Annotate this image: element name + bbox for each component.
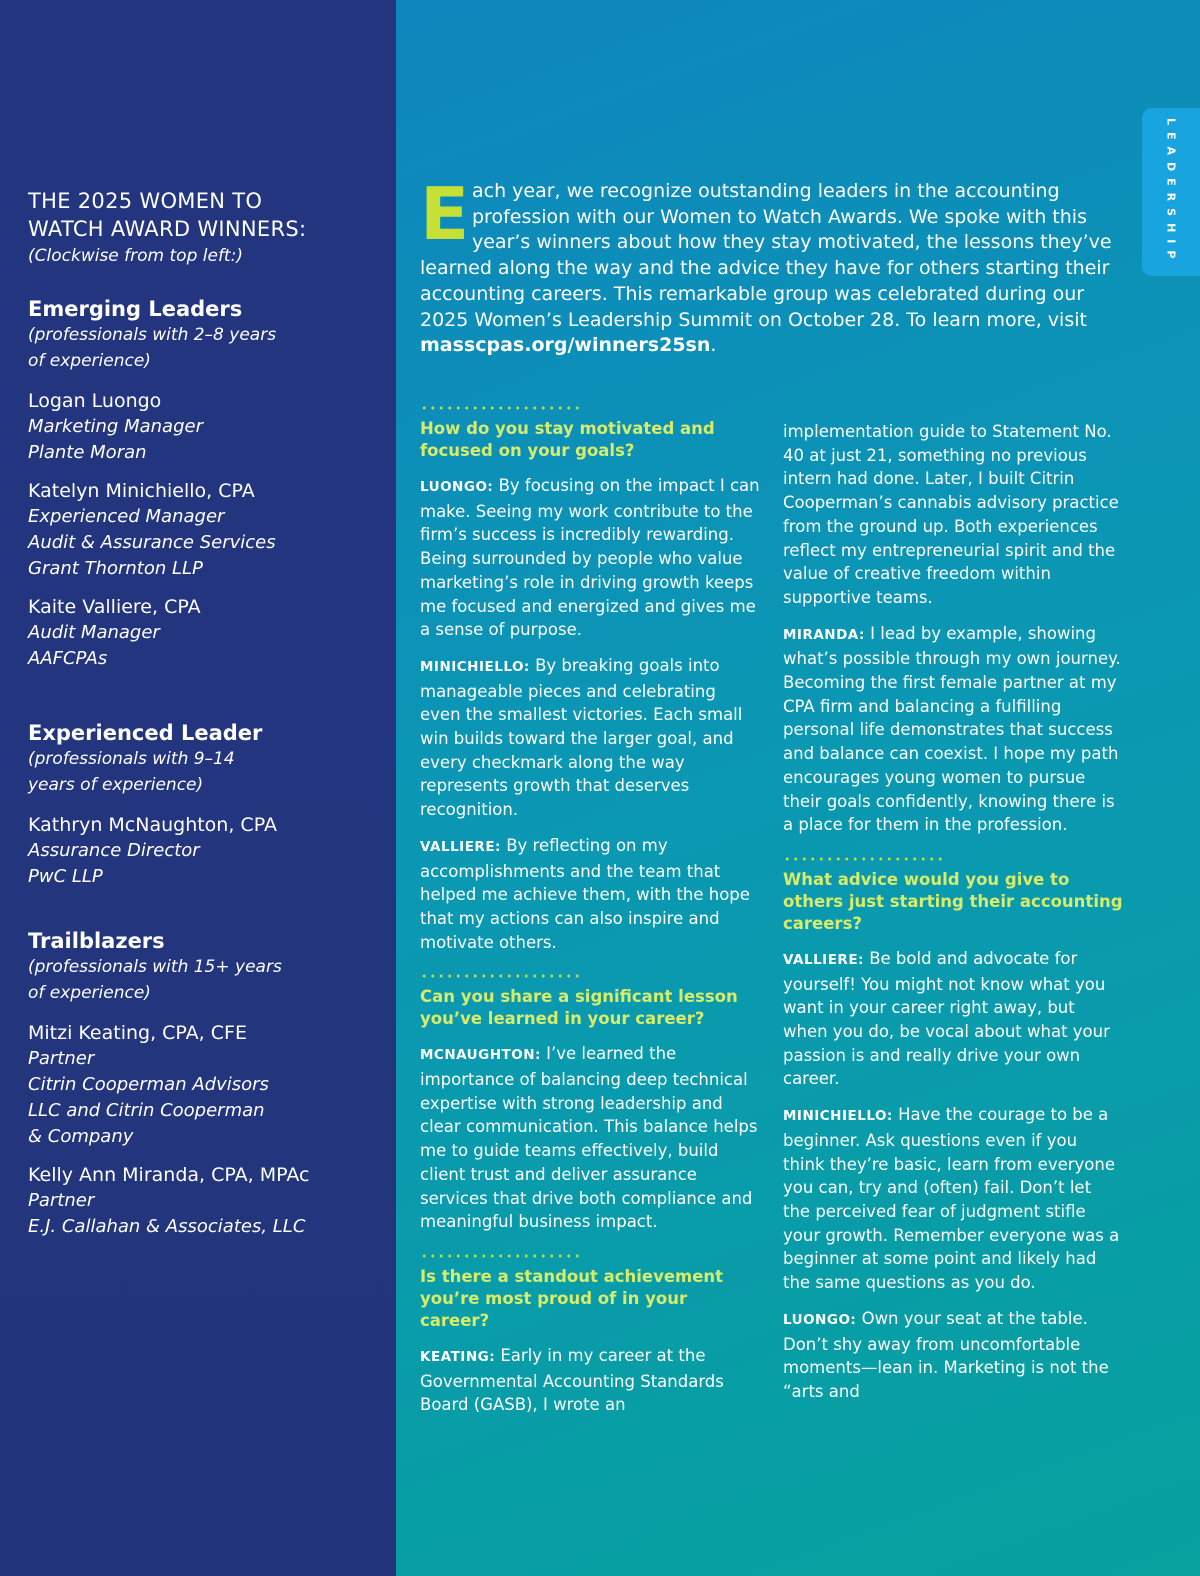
speaker-name: MIRANDA:	[783, 626, 865, 643]
speaker-name: MCNAUGHTON:	[420, 1047, 541, 1064]
winner-entry	[28, 478, 384, 582]
speaker-name: VALLIERE:	[420, 838, 501, 855]
dotted-divider	[420, 1254, 582, 1258]
speaker-name: LUONGO:	[420, 479, 494, 495]
category-name: Trailblazers	[28, 929, 165, 953]
winner-name: Kathryn McNaughton, CPA	[28, 814, 277, 836]
category-name: Emerging Leaders	[28, 297, 243, 321]
winner-entry	[28, 388, 384, 466]
category-trailblazers	[28, 928, 384, 1252]
winner-entry	[28, 594, 384, 672]
winner-detail: Audit Manager	[28, 622, 160, 643]
drop-cap: E	[420, 172, 470, 256]
intro-text: ach year, we recognize outstanding leaders in the accounting profession with our Women to Watch Awards. We spoke with this year’s winners about how they stay motivated, the lessons they’ve learned along the way and the advice they have for others starting their accounting careers. This remarkable group was celebrated during our 2025 Women’s Leadership Summit on October 28. To learn more, visit	[420, 180, 1112, 331]
answer-paragraph	[420, 654, 760, 822]
question-heading: Can you share a significant lesson you’ve learned in your career?	[420, 987, 738, 1029]
answer-text: Early in my career at the Governmental Accounting Standards Board (GASB), I wrote an	[420, 1345, 724, 1415]
winner-detail: AAFCPAs	[28, 648, 108, 669]
speaker-name: LUONGO:	[783, 1311, 857, 1328]
category-desc: years of experience)	[28, 775, 204, 795]
winner-detail: Plante Moran	[28, 442, 147, 463]
winners-link[interactable]: masscpas.org/winners25sn	[420, 334, 711, 357]
answer-paragraph: implementation guide to Statement No. 40 at just 21, something no previous intern had done. Later, I built Citrin Cooperman’s cannabis advisory practice from the ground up. Both experiences reflect my entrepreneurial spirit and the value of creative freedom within supportive teams.	[783, 422, 1119, 607]
answer-text: I lead by example, showing what’s possible through my own journey. Becoming the first female partner at my CPA firm and balancing a fulfilling personal life demonstrates that success and balance can coexist. I hope my path encourages young women to pursue their goals confidently, knowing there is a place for them in the profession.	[783, 623, 1121, 835]
answer-text: By focusing on the impact I can make. Seeing my work contribute to the firm’s success is incredibly rewarding. Being surrounded by people who value marketing’s role in driving growth keeps me focused and energized and gives me a sense of purpose.	[420, 476, 760, 640]
winners-title-line1: THE 2025 WOMEN TO	[28, 189, 263, 213]
category-desc: (professionals with 15+ years	[28, 957, 282, 977]
answer-paragraph	[420, 1344, 760, 1417]
answer-paragraph	[420, 1042, 760, 1234]
question-heading: Is there a standout achievement you’re most proud of in your career?	[420, 1266, 724, 1330]
question-heading: How do you stay motivated and focused on your goals?	[420, 419, 715, 460]
dotted-divider	[783, 857, 945, 861]
winner-entry	[28, 1162, 384, 1240]
category-name: Experienced Leader	[28, 721, 263, 745]
winner-name: Kaite Valliere, CPA	[28, 596, 201, 618]
winner-detail: E.J. Callahan & Associates, LLC	[28, 1216, 306, 1237]
winner-name: Kelly Ann Miranda, CPA, MPAc	[28, 1164, 310, 1186]
winner-name: Mitzi Keating, CPA, CFE	[28, 1022, 247, 1044]
winner-detail: Grant Thornton LLP	[28, 558, 203, 579]
answer-text: By breaking goals into manageable pieces and celebrating even the smallest victories. Each small win builds toward the larger goal, and every checkmark along the way represents growth that deserves recognition.	[420, 655, 743, 820]
speaker-name: KEATING:	[420, 1348, 496, 1365]
winners-title-line2: WATCH AWARD WINNERS:	[28, 217, 307, 241]
question-heading: What advice would you give to others just starting their accounting careers?	[783, 869, 1123, 933]
winner-name: Logan Luongo	[28, 390, 162, 412]
winners-subtitle: (Clockwise from top left:)	[28, 246, 243, 266]
winner-entry	[28, 812, 384, 890]
category-experienced-leader	[28, 720, 384, 902]
answer-paragraph	[420, 474, 760, 642]
winner-detail: Experienced Manager	[28, 506, 225, 527]
category-desc: (professionals with 2–8 years	[28, 325, 277, 345]
answer-text: Own your seat at the table. Don’t shy away from uncomfortable moments—lean in. Marketing is not the “arts and	[783, 1308, 1109, 1401]
speaker-name: MINICHIELLO:	[420, 658, 530, 675]
intro-text-end: .	[710, 334, 717, 357]
winner-detail: Partner	[28, 1190, 95, 1211]
answer-text: By reflecting on my accomplishments and the team that helped me achieve them, with the hope that my actions can also inspire and motivate others.	[420, 835, 750, 952]
winner-detail: LLC and Citrin Cooperman	[28, 1100, 265, 1121]
winner-detail: PwC LLP	[28, 866, 103, 887]
winner-name: Katelyn Minichiello, CPA	[28, 480, 255, 502]
section-tab	[1142, 108, 1200, 276]
category-desc: of experience)	[28, 351, 151, 371]
winner-detail: Partner	[28, 1048, 95, 1069]
answer-text: Be bold and advocate for yourself! You might not know what you want in your career right away, but when you do, be vocal about what your passion is and really drive your own career.	[783, 948, 1110, 1089]
qa-column-1	[420, 406, 760, 1429]
answer-paragraph	[783, 947, 1123, 1091]
category-desc: of experience)	[28, 983, 151, 1003]
winner-entry	[28, 1020, 384, 1150]
answer-paragraph	[783, 1307, 1123, 1404]
answer-text: I’ve learned the importance of balancing deep technical expertise with strong leadership and clear communication. This balance helps me to guide teams effectively, build client trust and deliver assurance services that drive both compliance and meaningful business impact.	[420, 1044, 758, 1232]
winner-detail: Audit & Assurance Services	[28, 532, 276, 553]
winners-list-header	[28, 187, 384, 269]
category-desc: (professionals with 9–14	[28, 749, 235, 769]
answer-paragraph	[783, 1103, 1123, 1295]
category-emerging-leaders	[28, 296, 384, 684]
article-intro	[420, 172, 1132, 359]
qa-column-2	[783, 420, 1123, 1416]
answer-paragraph	[783, 622, 1123, 837]
answer-text: Have the courage to be a beginner. Ask questions even if you think they’re basic, learn from everyone you can, try and (often) fail. Don’t let the perceived fear of judgment stifle your growth. Remember everyone was a beginner at some point and likely had the same questions as you do.	[783, 1105, 1120, 1293]
winner-detail: Marketing Manager	[28, 416, 203, 437]
speaker-name: VALLIERE:	[783, 951, 864, 968]
winner-detail: & Company	[28, 1126, 134, 1147]
winner-detail: Assurance Director	[28, 840, 200, 861]
section-tab-label: LEADERSHIP	[1164, 118, 1178, 266]
dotted-divider	[420, 974, 582, 978]
dotted-divider	[420, 406, 582, 410]
speaker-name: MINICHIELLO:	[783, 1108, 893, 1125]
answer-paragraph	[420, 834, 760, 955]
winner-detail: Citrin Cooperman Advisors	[28, 1074, 269, 1095]
